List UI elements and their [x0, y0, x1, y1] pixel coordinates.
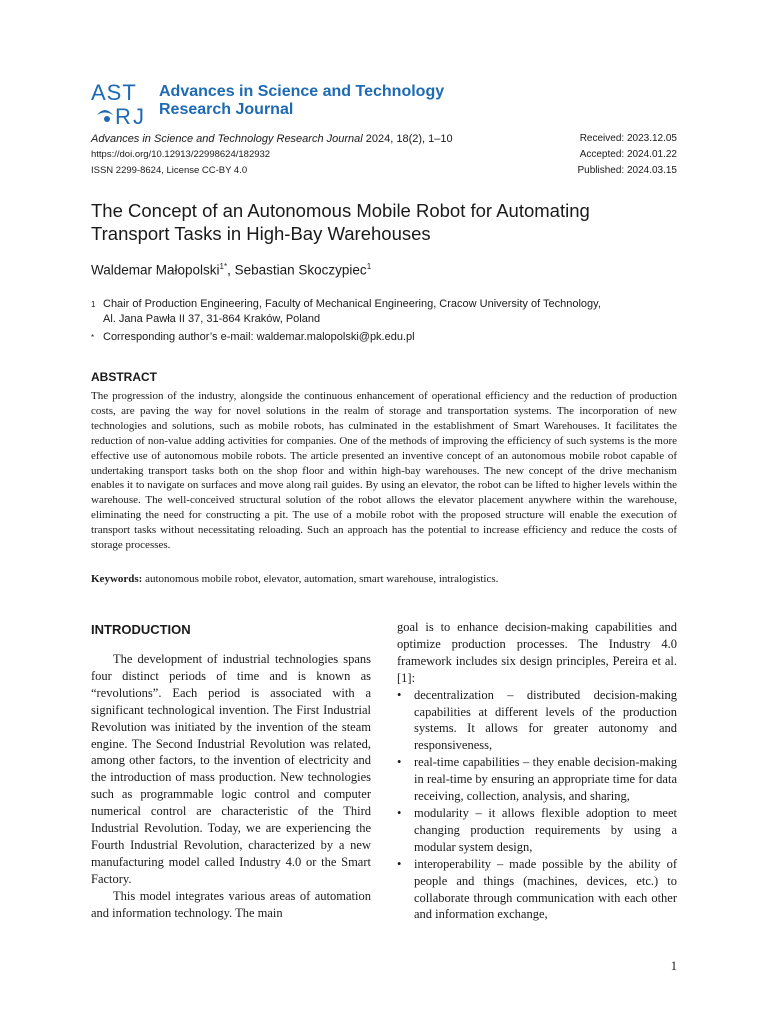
affiliation-line-2: Al. Jana Pawła II 37, 31-864 Kraków, Poland	[103, 313, 321, 325]
citation-block	[91, 131, 453, 179]
author-2-sup: 1	[366, 262, 372, 271]
list-item-text: modularity – it allows flexible adoption to meet changing production requirements by using a modular system design,	[414, 805, 677, 854]
author-1-sup: 1*	[219, 262, 228, 271]
corresponding-email[interactable]: Corresponding author’s e-mail: waldemar.malopolski@pk.edu.pl	[103, 331, 415, 343]
affiliation-line-1: Chair of Production Engineering, Faculty of Mechanical Engineering, Cracow University of Technology,	[103, 298, 601, 310]
svg-text:AST: AST	[91, 80, 137, 105]
design-principles-list	[397, 687, 677, 924]
introduction-heading: INTRODUCTION	[91, 622, 191, 637]
citation-journal: Advances in Science and Technology Research Journal	[91, 133, 363, 145]
page-number: 1	[670, 959, 677, 973]
abstract-text: The progression of the industry, alongside the continuous enhancement of operational efficiency and the reduction of production costs, are paving the way for novel solutions in the realm of storage and transportation systems. The incorporation of new technologies and solutions, such as mobile robots, has culminated in the establishment of Smart Warehouses. It facilitates the reduction of non-value adding activities for companies. One of the methods of improving the efficiency of such systems is the more effective use of autonomous mobile robots. The article presented an inventive concept of an autonomous mobile robot capable of undertaking transport tasks both on the shop floor and within high-bay warehouses. The new concept of the drive mechanism enables it to navigate on surfaces and move along rail guides. By using an elevator, the robot can be lifted to higher levels within the warehouse. The well-conceived structural solution of the robot allows the elevator placement anywhere within the warehouse, eliminating the need for constructing a pit. The use of a mobile robot with the proposed structure will enable the execution of transport tasks without necessitating reloading. Such an approach has the potential to increase efficiency and reduce the costs of storage processes.	[91, 390, 677, 552]
bullet-icon: •	[397, 755, 402, 770]
affiliations	[91, 297, 691, 345]
citation-line	[91, 131, 453, 147]
intro-right-paragraph: goal is to enhance decision-making capabilities and optimize production processes. The Industry 4.0 framework includes six design principles, Pereira et al. [1]:	[397, 620, 677, 685]
author-1: Waldemar Małopolski	[91, 262, 220, 278]
left-column	[91, 651, 371, 922]
affiliation-mark: 1	[91, 300, 96, 309]
journal-name-line-1: Advances in Science and Technology	[159, 83, 445, 100]
keywords	[91, 573, 677, 585]
abstract-heading: ABSTRACT	[91, 370, 157, 384]
affiliation-1	[91, 297, 691, 327]
right-column	[397, 619, 677, 923]
list-item-text: decentralization – distributed decision-making capabilities at different levels of the production systems. It allows for greater autonomy and responsiveness,	[414, 687, 677, 753]
issn-license: ISSN 2299-8624, License CC-BY 4.0	[91, 165, 248, 176]
bullet-icon: •	[397, 687, 402, 702]
bullet-icon: •	[397, 856, 402, 871]
title-line-1: The Concept of an Autonomous Mobile Robot for Automating	[91, 200, 590, 221]
bullet-icon: •	[397, 805, 402, 820]
keywords-list: autonomous mobile robot, elevator, automation, smart warehouse, intralogistics.	[142, 573, 499, 585]
svg-text:R: R	[115, 104, 131, 127]
list-item	[397, 856, 677, 924]
title-line-2: Transport Tasks in High-Bay Warehouses	[91, 223, 431, 244]
list-item-text: interoperability – made possible by the ability of people and things (machines, devices, etc.) to collaborate through communication with each other and information exchange,	[414, 856, 677, 922]
list-item	[397, 754, 677, 805]
citation-issue: 2024, 18(2), 1–10	[362, 133, 453, 145]
corresponding-author	[91, 330, 691, 345]
list-item	[397, 687, 677, 755]
corresponding-mark: *	[91, 333, 95, 342]
author-separator: , Sebastian Skoczypiec	[227, 262, 367, 278]
doi-link[interactable]: https://doi.org/10.12913/22998624/182932	[91, 149, 271, 160]
journal-name	[159, 83, 444, 119]
journal-logo	[91, 79, 153, 127]
article-title	[91, 199, 691, 245]
dates-block	[577, 131, 677, 179]
journal-name-line-2: Research Journal	[159, 101, 294, 118]
published-date: Published: 2024.03.15	[577, 165, 677, 176]
intro-paragraph-1: The development of industrial technologies spans four distinct periods of time and is known as “revolutions”. Each period is associated with a significant technological invention. The First Industrial Revolution was initiated by the invention of the steam engine. The Second Industrial Revolution was related, among other factors, to the invention of electricity and the introduction of mass production. New technologies such as programmable logic control and computer numerical control are characteristic of the Third Industrial Revolution. Today, we are experiencing the Fourth Industrial Revolution, characterized by a new manufacturing model called Industry 4.0 or the Smart Factory.	[91, 652, 371, 886]
accepted-date: Accepted: 2024.01.22	[579, 149, 677, 160]
list-item	[397, 805, 677, 856]
svg-text:J: J	[133, 104, 144, 127]
keywords-label: Keywords:	[91, 573, 143, 585]
authors	[91, 262, 371, 278]
list-item-text: real-time capabilities – they enable decision-making in real-time by ensuring an appropriate time for data receiving, collection, analysis, and sharing,	[414, 755, 677, 804]
received-date: Received: 2023.12.05	[579, 133, 677, 144]
intro-paragraph-2: This model integrates various areas of automation and information technology. The main	[91, 888, 371, 920]
